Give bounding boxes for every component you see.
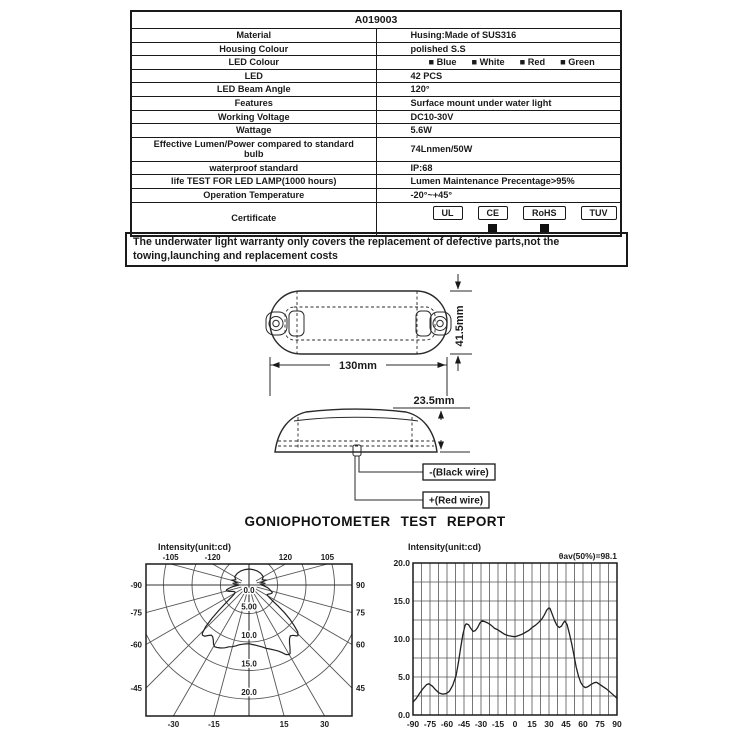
polar-angle-tick-label: 75 [356, 608, 365, 618]
certificate-badge: TUV [581, 206, 617, 220]
polar-ring-label: 20.0 [241, 688, 257, 697]
y-tick-label: 15.0 [393, 596, 410, 606]
x-tick-label: -90 [406, 719, 420, 729]
spec-label: Certificate [131, 202, 376, 236]
cable-gland [353, 445, 361, 456]
width-dimension [270, 357, 447, 396]
spec-label: LED Beam Angle [131, 83, 376, 97]
spec-label: waterproof standard [131, 161, 376, 175]
polar-angle-tick-label: 120 [278, 553, 293, 562]
red-wire-callout [423, 492, 489, 508]
width-dimension-label: 130mm [339, 360, 377, 372]
polar-angle-tick-label: 15 [279, 720, 289, 729]
black-wire-callout [423, 464, 495, 480]
polar-angle-tick-label: -105 [162, 553, 179, 562]
x-tick-label: -75 [423, 719, 437, 729]
spec-value: 74Lnmen/50W [376, 137, 621, 161]
spec-value [376, 202, 621, 236]
lens-window [285, 307, 435, 340]
x-tick-label: -15 [491, 719, 505, 729]
polar-angle-tick-label: -30 [167, 720, 180, 729]
height-dimension [450, 274, 472, 371]
spec-value: 42 PCS [376, 69, 621, 83]
led-colour-option: ■ Red [519, 57, 546, 68]
led-colour-option: ■ Green [560, 57, 595, 68]
x-tick-label: 0 [512, 719, 518, 729]
x-tick-label: 60 [578, 719, 588, 729]
spec-value: IP:68 [376, 161, 621, 175]
red-wire-label: +(Red wire) [428, 495, 484, 507]
spec-label: Features [131, 96, 376, 110]
warranty-note: The underwater light warranty only covers the replacement of defective parts,not the towing,launching and replacement costs [125, 232, 628, 267]
spec-label: life TEST FOR LED LAMP(1000 hours) [131, 175, 376, 189]
polar-ring-label: 15.0 [241, 659, 257, 669]
spec-label: Housing Colour [131, 42, 376, 56]
spec-value: 120° [376, 83, 621, 97]
spec-value: Lumen Maintenance Precentage>95% [376, 175, 621, 189]
polar-angle-tick-label: -120 [204, 553, 221, 562]
x-tick-label: 30 [544, 719, 554, 729]
x-tick-label: 15 [527, 719, 537, 729]
polar-angle-tick-label: 90 [356, 581, 365, 590]
spec-value [376, 56, 621, 70]
spec-label: Working Voltage [131, 110, 376, 124]
line-chart [390, 536, 648, 736]
led-colour-option: ■ Blue [428, 57, 457, 68]
polar-angle-tick-label: -45 [130, 684, 142, 693]
certificate-badge: RoHS [523, 206, 566, 220]
x-tick-label: 75 [595, 719, 605, 729]
polar-angle-tick-label: -75 [130, 608, 142, 618]
line-chart-grid [413, 563, 617, 715]
spec-value: -20°~+45° [376, 189, 621, 203]
polar-chart [128, 536, 378, 736]
polar-ring-label: 5.00 [241, 602, 257, 612]
polar-ring-label: 0.0 [243, 586, 255, 595]
spec-value: Husing:Made of SUS316 [376, 29, 621, 43]
y-tick-label: 5.0 [398, 672, 410, 682]
model-number: A019003 [131, 11, 621, 29]
spec-table [130, 10, 622, 237]
technical-drawing [120, 265, 630, 520]
spec-label: Operation Temperature [131, 189, 376, 203]
polar-angle-tick-label: 45 [356, 684, 365, 693]
y-tick-label: 0.0 [398, 710, 410, 720]
spec-label: Material [131, 29, 376, 43]
report-title: GONIOPHOTOMETER TEST REPORT [244, 514, 506, 529]
spec-label: LED Colour [131, 56, 376, 70]
polar-chart-title: Intensity(unit:cd) [158, 542, 231, 552]
top-view [266, 274, 472, 396]
x-tick-label: -60 [440, 719, 454, 729]
polar-angle-tick-label: -60 [130, 640, 142, 650]
spec-value: DC10-30V [376, 110, 621, 124]
led-colour-option: ■ White [471, 57, 505, 68]
spec-label: Wattage [131, 124, 376, 138]
y-tick-label: 10.0 [393, 634, 410, 644]
polar-angle-tick-label: 30 [320, 720, 330, 729]
spec-value: polished S.S [376, 42, 621, 56]
spec-label: LED [131, 69, 376, 83]
certificate-badge: CE [478, 206, 509, 220]
y-tick-label: 20.0 [393, 558, 410, 568]
line-chart-title: Intensity(unit:cd) [408, 542, 481, 552]
x-tick-label: -30 [474, 719, 488, 729]
black-wire-label: -(Black wire) [429, 467, 489, 479]
beam-angle-annotation: θav(50%)=98.1 [558, 551, 617, 561]
depth-dimension-label: 23.5mm [413, 395, 455, 407]
height-dimension-label: 41.5mm [454, 305, 466, 347]
spec-value: 5.6W [376, 124, 621, 138]
polar-angle-tick-label: -15 [208, 720, 220, 729]
x-tick-label: 90 [612, 719, 622, 729]
polar-angle-tick-label: 60 [356, 640, 365, 650]
polar-ring-label: 10.0 [241, 631, 257, 640]
depth-dimension [393, 395, 470, 452]
spec-label: Effective Lumen/Power compared to standard bulb [131, 137, 376, 161]
certificate-badge: UL [433, 206, 463, 220]
side-view [275, 395, 495, 508]
spec-value: Surface mount under water light [376, 96, 621, 110]
x-tick-label: 45 [561, 719, 571, 729]
x-tick-label: -45 [457, 719, 471, 729]
polar-angle-tick-label: 105 [320, 553, 335, 562]
polar-angle-tick-label: -90 [130, 581, 142, 590]
